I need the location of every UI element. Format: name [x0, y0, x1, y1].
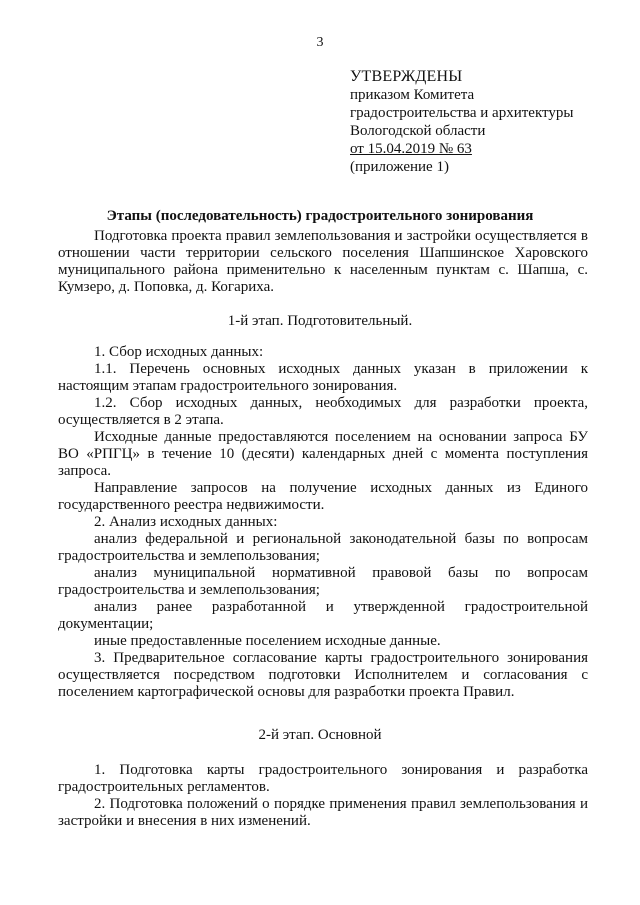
- paragraph: 3. Предварительное согласование карты градостроительного зонирования осуществляется посредством подготовки Исполнителем и согласования с поселением картографической основы для разработки проекта Правил.: [58, 650, 588, 700]
- paragraph: 1. Сбор исходных данных:: [94, 344, 264, 360]
- stage1-heading: 1-й этап. Подготовительный.: [227, 313, 413, 329]
- paragraph: анализ муниципальной нормативной правовой базы по вопросам градостроительства и землепользования;: [58, 565, 588, 598]
- stage2-section: [58, 762, 588, 830]
- paragraph: анализ федеральной и региональной законодательной базы по вопросам градостроительства и землепользования;: [58, 531, 588, 564]
- approval-date-number: от 15.04.2019 № 63: [350, 141, 472, 157]
- paragraph: 2. Анализ исходных данных:: [94, 514, 278, 530]
- paragraph: 1.1. Перечень основных исходных данных указан в приложении к настоящим этапам градостроительного зонирования.: [58, 361, 588, 394]
- stage2-heading: 2-й этап. Основной: [258, 727, 382, 743]
- page-number: 3: [316, 35, 324, 50]
- approval-committee: градостроительства и архитектуры: [350, 105, 574, 121]
- paragraph: 2. Подготовка положений о порядке применения правил землепользования и застройки и внесения в них изменений.: [58, 796, 588, 829]
- paragraph: Исходные данные предоставляются поселением на основании запроса БУ ВО «РПГЦ» в течение 10 (десяти) календарных дней с момента поступления запроса.: [58, 429, 588, 479]
- approval-title: УТВЕРЖДЕНЫ: [350, 68, 463, 85]
- paragraph: 1. Подготовка карты градостроительного зонирования и разработка градостроительных регламентов.: [58, 762, 588, 795]
- paragraph: иные предоставленные поселением исходные данные.: [94, 633, 441, 649]
- approval-block: [350, 68, 573, 176]
- paragraph: 1.2. Сбор исходных данных, необходимых для разработки проекта, осуществляется в 2 этапа.: [58, 395, 588, 428]
- intro-paragraph: Подготовка проекта правил землепользования и застройки осуществляется в отношении части территории сельского поселения Шапшинское Харовского муниципального района применительно к населенным пунктам с. Шапша, с. Кумзеро, д. Поповка, д. Когариха.: [58, 228, 588, 295]
- approval-order: приказом Комитета: [350, 87, 475, 103]
- approval-appendix: (приложение 1): [350, 159, 449, 175]
- document-title: Этапы (последовательность) градостроительного зонирования: [106, 208, 534, 224]
- stage1-section: [58, 344, 588, 701]
- paragraph: Направление запросов на получение исходных данных из Единого государственного реестра недвижимости.: [58, 480, 588, 513]
- intro-section: [58, 228, 588, 296]
- approval-region: Вологодской области: [350, 123, 486, 139]
- paragraph: анализ ранее разработанной и утвержденной градостроительной документации;: [58, 599, 588, 632]
